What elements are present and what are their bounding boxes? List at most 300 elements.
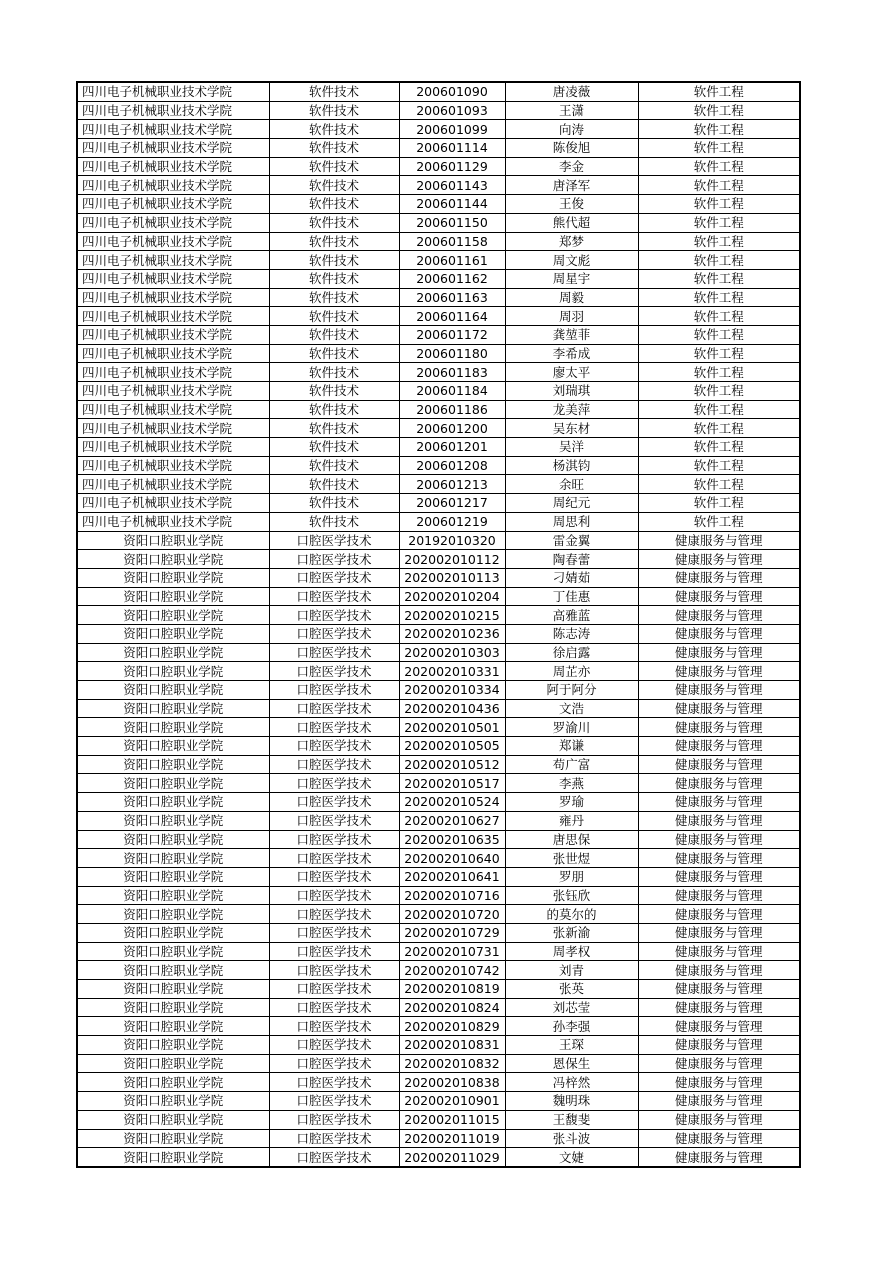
name-cell: 唐凌薇	[505, 82, 638, 101]
target-major-cell: 软件工程	[638, 195, 800, 214]
major-cell: 口腔医学技术	[269, 568, 399, 587]
school-cell: 四川电子机械职业技术学院	[77, 512, 269, 531]
school-cell: 四川电子机械职业技术学院	[77, 363, 269, 382]
table-row	[77, 438, 800, 457]
name-cell: 高雅蓝	[505, 606, 638, 625]
name-cell: 周孝权	[505, 942, 638, 961]
major-cell: 口腔医学技术	[269, 942, 399, 961]
school-cell: 资阳口腔职业学院	[77, 1092, 269, 1111]
name-cell: 郑梦	[505, 232, 638, 251]
student-id-cell: 200601099	[399, 120, 505, 139]
major-cell: 口腔医学技术	[269, 1129, 399, 1148]
school-cell: 资阳口腔职业学院	[77, 867, 269, 886]
major-cell: 口腔医学技术	[269, 905, 399, 924]
name-cell: 李金	[505, 157, 638, 176]
target-major-cell: 软件工程	[638, 139, 800, 158]
school-cell: 四川电子机械职业技术学院	[77, 176, 269, 195]
target-major-cell: 健康服务与管理	[638, 1110, 800, 1129]
major-cell: 口腔医学技术	[269, 980, 399, 999]
table-row	[77, 344, 800, 363]
target-major-cell: 健康服务与管理	[638, 606, 800, 625]
table-row	[77, 1036, 800, 1055]
major-cell: 口腔医学技术	[269, 1036, 399, 1055]
target-major-cell: 健康服务与管理	[638, 718, 800, 737]
school-cell: 资阳口腔职业学院	[77, 681, 269, 700]
school-cell: 资阳口腔职业学院	[77, 718, 269, 737]
school-cell: 资阳口腔职业学院	[77, 849, 269, 868]
name-cell: 罗瑜	[505, 793, 638, 812]
target-major-cell: 软件工程	[638, 288, 800, 307]
major-cell: 软件技术	[269, 400, 399, 419]
table-row	[77, 587, 800, 606]
major-cell: 口腔医学技术	[269, 718, 399, 737]
student-id-cell: 202002010742	[399, 961, 505, 980]
target-major-cell: 健康服务与管理	[638, 830, 800, 849]
table-row	[77, 643, 800, 662]
target-major-cell: 软件工程	[638, 176, 800, 195]
student-id-cell: 200601158	[399, 232, 505, 251]
student-id-cell: 202002010838	[399, 1073, 505, 1092]
target-major-cell: 健康服务与管理	[638, 1073, 800, 1092]
name-cell: 张世煜	[505, 849, 638, 868]
student-id-cell: 202002010512	[399, 755, 505, 774]
name-cell: 丁佳惠	[505, 587, 638, 606]
student-id-cell: 202002010731	[399, 942, 505, 961]
major-cell: 口腔医学技术	[269, 886, 399, 905]
major-cell: 口腔医学技术	[269, 755, 399, 774]
school-cell: 四川电子机械职业技术学院	[77, 438, 269, 457]
school-cell: 资阳口腔职业学院	[77, 1017, 269, 1036]
student-id-cell: 200601219	[399, 512, 505, 531]
major-cell: 口腔医学技术	[269, 1110, 399, 1129]
major-cell: 软件技术	[269, 139, 399, 158]
school-cell: 资阳口腔职业学院	[77, 811, 269, 830]
school-cell: 四川电子机械职业技术学院	[77, 456, 269, 475]
table-row	[77, 923, 800, 942]
table-row	[77, 269, 800, 288]
name-cell: 熊代超	[505, 213, 638, 232]
table-row	[77, 718, 800, 737]
major-cell: 口腔医学技术	[269, 587, 399, 606]
school-cell: 四川电子机械职业技术学院	[77, 307, 269, 326]
school-cell: 资阳口腔职业学院	[77, 737, 269, 756]
school-cell: 资阳口腔职业学院	[77, 886, 269, 905]
school-cell: 四川电子机械职业技术学院	[77, 344, 269, 363]
table-row	[77, 867, 800, 886]
target-major-cell: 健康服务与管理	[638, 1092, 800, 1111]
table-row	[77, 550, 800, 569]
name-cell: 文婕	[505, 1148, 638, 1167]
name-cell: 周纪元	[505, 494, 638, 513]
major-cell: 口腔医学技术	[269, 774, 399, 793]
target-major-cell: 健康服务与管理	[638, 587, 800, 606]
major-cell: 口腔医学技术	[269, 699, 399, 718]
student-id-cell: 202002010729	[399, 923, 505, 942]
name-cell: 李希成	[505, 344, 638, 363]
name-cell: 徐启露	[505, 643, 638, 662]
major-cell: 口腔医学技术	[269, 681, 399, 700]
target-major-cell: 健康服务与管理	[638, 531, 800, 550]
school-cell: 资阳口腔职业学院	[77, 923, 269, 942]
school-cell: 四川电子机械职业技术学院	[77, 494, 269, 513]
major-cell: 口腔医学技术	[269, 849, 399, 868]
table-row	[77, 737, 800, 756]
school-cell: 资阳口腔职业学院	[77, 1110, 269, 1129]
table-row	[77, 475, 800, 494]
school-cell: 四川电子机械职业技术学院	[77, 251, 269, 270]
school-cell: 资阳口腔职业学院	[77, 1129, 269, 1148]
major-cell: 口腔医学技术	[269, 1073, 399, 1092]
major-cell: 口腔医学技术	[269, 923, 399, 942]
name-cell: 的莫尔的	[505, 905, 638, 924]
student-id-cell: 202002010331	[399, 662, 505, 681]
school-cell: 四川电子机械职业技术学院	[77, 120, 269, 139]
school-cell: 四川电子机械职业技术学院	[77, 101, 269, 120]
table-row	[77, 363, 800, 382]
table-row	[77, 1148, 800, 1167]
target-major-cell: 健康服务与管理	[638, 662, 800, 681]
table-row	[77, 849, 800, 868]
school-cell: 资阳口腔职业学院	[77, 1036, 269, 1055]
target-major-cell: 健康服务与管理	[638, 905, 800, 924]
student-id-cell: 202002010635	[399, 830, 505, 849]
name-cell: 恩保生	[505, 1054, 638, 1073]
target-major-cell: 软件工程	[638, 232, 800, 251]
school-cell: 四川电子机械职业技术学院	[77, 382, 269, 401]
major-cell: 软件技术	[269, 382, 399, 401]
major-cell: 口腔医学技术	[269, 1054, 399, 1073]
school-cell: 资阳口腔职业学院	[77, 662, 269, 681]
table-row	[77, 774, 800, 793]
target-major-cell: 软件工程	[638, 269, 800, 288]
table-row	[77, 1092, 800, 1111]
table-row	[77, 662, 800, 681]
name-cell: 刘芯莹	[505, 998, 638, 1017]
table-row	[77, 905, 800, 924]
student-id-cell: 202002010436	[399, 699, 505, 718]
major-cell: 口腔医学技术	[269, 531, 399, 550]
name-cell: 陶春蕾	[505, 550, 638, 569]
target-major-cell: 健康服务与管理	[638, 1129, 800, 1148]
table-row	[77, 101, 800, 120]
target-major-cell: 健康服务与管理	[638, 643, 800, 662]
major-cell: 口腔医学技术	[269, 643, 399, 662]
target-major-cell: 健康服务与管理	[638, 961, 800, 980]
target-major-cell: 软件工程	[638, 344, 800, 363]
target-major-cell: 软件工程	[638, 307, 800, 326]
student-id-cell: 200601161	[399, 251, 505, 270]
table-row	[77, 1110, 800, 1129]
major-cell: 口腔医学技术	[269, 998, 399, 1017]
target-major-cell: 健康服务与管理	[638, 849, 800, 868]
target-major-cell: 软件工程	[638, 400, 800, 419]
school-cell: 四川电子机械职业技术学院	[77, 325, 269, 344]
student-id-cell: 202002010517	[399, 774, 505, 793]
name-cell: 孙李强	[505, 1017, 638, 1036]
table-row	[77, 195, 800, 214]
major-cell: 口腔医学技术	[269, 624, 399, 643]
target-major-cell: 健康服务与管理	[638, 550, 800, 569]
target-major-cell: 软件工程	[638, 213, 800, 232]
student-id-cell: 202002010824	[399, 998, 505, 1017]
student-id-cell: 200601200	[399, 419, 505, 438]
school-cell: 资阳口腔职业学院	[77, 755, 269, 774]
major-cell: 口腔医学技术	[269, 606, 399, 625]
name-cell: 张钰欣	[505, 886, 638, 905]
student-id-cell: 200601183	[399, 363, 505, 382]
major-cell: 口腔医学技术	[269, 1017, 399, 1036]
target-major-cell: 健康服务与管理	[638, 923, 800, 942]
major-cell: 口腔医学技术	[269, 811, 399, 830]
name-cell: 冯梓然	[505, 1073, 638, 1092]
target-major-cell: 软件工程	[638, 419, 800, 438]
table-row	[77, 82, 800, 101]
major-cell: 软件技术	[269, 157, 399, 176]
student-id-cell: 202002010112	[399, 550, 505, 569]
major-cell: 软件技术	[269, 269, 399, 288]
target-major-cell: 软件工程	[638, 157, 800, 176]
target-major-cell: 健康服务与管理	[638, 1017, 800, 1036]
target-major-cell: 健康服务与管理	[638, 737, 800, 756]
name-cell: 阿于阿分	[505, 681, 638, 700]
student-id-cell: 202002010831	[399, 1036, 505, 1055]
student-id-cell: 200601144	[399, 195, 505, 214]
school-cell: 四川电子机械职业技术学院	[77, 213, 269, 232]
school-cell: 四川电子机械职业技术学院	[77, 475, 269, 494]
name-cell: 周芷亦	[505, 662, 638, 681]
table-row	[77, 419, 800, 438]
name-cell: 魏明珠	[505, 1092, 638, 1111]
major-cell: 口腔医学技术	[269, 961, 399, 980]
table-row	[77, 568, 800, 587]
name-cell: 张斗波	[505, 1129, 638, 1148]
target-major-cell: 软件工程	[638, 494, 800, 513]
major-cell: 口腔医学技术	[269, 793, 399, 812]
major-cell: 软件技术	[269, 288, 399, 307]
student-id-cell: 202002010501	[399, 718, 505, 737]
table-row	[77, 699, 800, 718]
name-cell: 唐泽军	[505, 176, 638, 195]
name-cell: 郑谦	[505, 737, 638, 756]
table-row	[77, 139, 800, 158]
major-cell: 软件技术	[269, 475, 399, 494]
name-cell: 唐思保	[505, 830, 638, 849]
target-major-cell: 健康服务与管理	[638, 867, 800, 886]
name-cell: 周思利	[505, 512, 638, 531]
table-row	[77, 755, 800, 774]
school-cell: 四川电子机械职业技术学院	[77, 139, 269, 158]
target-major-cell: 软件工程	[638, 475, 800, 494]
table-row	[77, 1073, 800, 1092]
name-cell: 罗朋	[505, 867, 638, 886]
school-cell: 四川电子机械职业技术学院	[77, 400, 269, 419]
student-id-cell: 202002010720	[399, 905, 505, 924]
table-row	[77, 1054, 800, 1073]
name-cell: 周羽	[505, 307, 638, 326]
roster-table	[76, 81, 801, 1168]
name-cell: 刘青	[505, 961, 638, 980]
student-id-cell: 200601114	[399, 139, 505, 158]
table-row	[77, 120, 800, 139]
target-major-cell: 软件工程	[638, 382, 800, 401]
major-cell: 口腔医学技术	[269, 1148, 399, 1167]
school-cell: 资阳口腔职业学院	[77, 942, 269, 961]
target-major-cell: 软件工程	[638, 325, 800, 344]
table-row	[77, 157, 800, 176]
major-cell: 口腔医学技术	[269, 830, 399, 849]
table-row	[77, 606, 800, 625]
target-major-cell: 健康服务与管理	[638, 811, 800, 830]
name-cell: 雍丹	[505, 811, 638, 830]
name-cell: 王俊	[505, 195, 638, 214]
major-cell: 软件技术	[269, 120, 399, 139]
student-id-cell: 200601090	[399, 82, 505, 101]
name-cell: 王潇	[505, 101, 638, 120]
table-row	[77, 531, 800, 550]
name-cell: 余旺	[505, 475, 638, 494]
student-id-cell: 202002010204	[399, 587, 505, 606]
student-id-cell: 200601162	[399, 269, 505, 288]
student-id-cell: 202002010819	[399, 980, 505, 999]
name-cell: 周文彪	[505, 251, 638, 270]
major-cell: 软件技术	[269, 494, 399, 513]
student-id-cell: 202002010524	[399, 793, 505, 812]
target-major-cell: 健康服务与管理	[638, 681, 800, 700]
student-id-cell: 202002010641	[399, 867, 505, 886]
school-cell: 资阳口腔职业学院	[77, 793, 269, 812]
table-row	[77, 288, 800, 307]
student-id-cell: 202002010829	[399, 1017, 505, 1036]
major-cell: 口腔医学技术	[269, 662, 399, 681]
major-cell: 口腔医学技术	[269, 737, 399, 756]
student-id-cell: 202002011015	[399, 1110, 505, 1129]
target-major-cell: 软件工程	[638, 438, 800, 457]
table-row	[77, 382, 800, 401]
major-cell: 口腔医学技术	[269, 1092, 399, 1111]
target-major-cell: 软件工程	[638, 120, 800, 139]
target-major-cell: 软件工程	[638, 82, 800, 101]
student-id-cell: 202002010716	[399, 886, 505, 905]
school-cell: 资阳口腔职业学院	[77, 624, 269, 643]
school-cell: 资阳口腔职业学院	[77, 905, 269, 924]
student-id-cell: 202002010236	[399, 624, 505, 643]
table-row	[77, 307, 800, 326]
major-cell: 口腔医学技术	[269, 550, 399, 569]
major-cell: 软件技术	[269, 419, 399, 438]
table-row	[77, 325, 800, 344]
student-id-cell: 202002010334	[399, 681, 505, 700]
student-id-cell: 200601143	[399, 176, 505, 195]
table-row	[77, 961, 800, 980]
target-major-cell: 健康服务与管理	[638, 942, 800, 961]
student-id-cell: 202002010832	[399, 1054, 505, 1073]
table-row	[77, 681, 800, 700]
target-major-cell: 软件工程	[638, 251, 800, 270]
school-cell: 四川电子机械职业技术学院	[77, 157, 269, 176]
major-cell: 软件技术	[269, 195, 399, 214]
roster-table-body	[77, 82, 800, 1167]
student-id-cell: 200601184	[399, 382, 505, 401]
school-cell: 资阳口腔职业学院	[77, 1054, 269, 1073]
table-row	[77, 998, 800, 1017]
student-id-cell: 202002011029	[399, 1148, 505, 1167]
student-id-cell: 200601201	[399, 438, 505, 457]
table-row	[77, 830, 800, 849]
school-cell: 资阳口腔职业学院	[77, 998, 269, 1017]
table-row	[77, 1017, 800, 1036]
major-cell: 口腔医学技术	[269, 867, 399, 886]
student-id-cell: 20192010320	[399, 531, 505, 550]
school-cell: 资阳口腔职业学院	[77, 568, 269, 587]
table-row	[77, 793, 800, 812]
student-id-cell: 202002010303	[399, 643, 505, 662]
major-cell: 软件技术	[269, 251, 399, 270]
school-cell: 资阳口腔职业学院	[77, 1148, 269, 1167]
student-id-cell: 200601163	[399, 288, 505, 307]
target-major-cell: 软件工程	[638, 101, 800, 120]
school-cell: 四川电子机械职业技术学院	[77, 288, 269, 307]
name-cell: 陈俊旭	[505, 139, 638, 158]
target-major-cell: 健康服务与管理	[638, 793, 800, 812]
major-cell: 软件技术	[269, 307, 399, 326]
student-id-cell: 202002010627	[399, 811, 505, 830]
student-id-cell: 202002010113	[399, 568, 505, 587]
student-id-cell: 202002010901	[399, 1092, 505, 1111]
table-row	[77, 213, 800, 232]
table-row	[77, 251, 800, 270]
name-cell: 文浩	[505, 699, 638, 718]
student-id-cell: 200601129	[399, 157, 505, 176]
target-major-cell: 健康服务与管理	[638, 980, 800, 999]
name-cell: 张新渝	[505, 923, 638, 942]
name-cell: 陈志涛	[505, 624, 638, 643]
name-cell: 吴洋	[505, 438, 638, 457]
name-cell: 龙美萍	[505, 400, 638, 419]
name-cell: 李燕	[505, 774, 638, 793]
target-major-cell: 健康服务与管理	[638, 998, 800, 1017]
name-cell: 廖太平	[505, 363, 638, 382]
major-cell: 软件技术	[269, 363, 399, 382]
name-cell: 龚堃菲	[505, 325, 638, 344]
target-major-cell: 健康服务与管理	[638, 755, 800, 774]
school-cell: 四川电子机械职业技术学院	[77, 269, 269, 288]
name-cell: 刁婧茹	[505, 568, 638, 587]
table-row	[77, 811, 800, 830]
target-major-cell: 健康服务与管理	[638, 1054, 800, 1073]
name-cell: 吴东材	[505, 419, 638, 438]
target-major-cell: 健康服务与管理	[638, 699, 800, 718]
name-cell: 罗渝川	[505, 718, 638, 737]
major-cell: 软件技术	[269, 232, 399, 251]
table-row	[77, 624, 800, 643]
name-cell: 周星宇	[505, 269, 638, 288]
table-row	[77, 400, 800, 419]
name-cell: 刘瑞琪	[505, 382, 638, 401]
major-cell: 软件技术	[269, 456, 399, 475]
student-id-cell: 202002010505	[399, 737, 505, 756]
name-cell: 苟广富	[505, 755, 638, 774]
target-major-cell: 健康服务与管理	[638, 568, 800, 587]
target-major-cell: 健康服务与管理	[638, 1036, 800, 1055]
major-cell: 软件技术	[269, 101, 399, 120]
student-id-cell: 200601093	[399, 101, 505, 120]
student-id-cell: 200601172	[399, 325, 505, 344]
major-cell: 软件技术	[269, 213, 399, 232]
name-cell: 王馥斐	[505, 1110, 638, 1129]
major-cell: 软件技术	[269, 512, 399, 531]
major-cell: 软件技术	[269, 438, 399, 457]
table-row	[77, 456, 800, 475]
